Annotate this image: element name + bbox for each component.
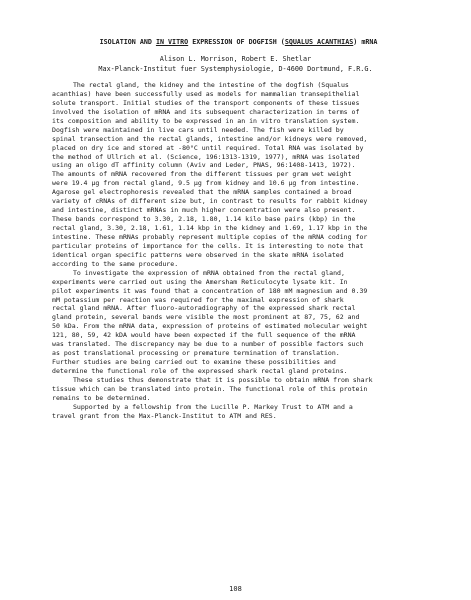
- title-in-vitro: [156, 38, 188, 46]
- title-part: VITRO: [168, 38, 189, 46]
- text-line: determine the functional role of the expressed shark rectal gland proteins.: [52, 367, 348, 375]
- text-line: To investigate the expression of mRNA obtained from the rectal gland,: [72, 268, 345, 277]
- text-line: The rectal gland, the kidney and the intestine of the dogfish (Squalus: [72, 81, 349, 89]
- text-line: were 19.4 µg from rectal gland, 9.5 µg from kidney and 10.6 µg from intestine.: [52, 179, 360, 188]
- author-affiliation: Max-Planck-Institut fuer Systemphysiologie, D-4600 Dortmund, F.R.G.: [98, 65, 373, 73]
- text-line: Agarose gel electrophoresis revealed that the mRNA samples contained a broad: [52, 188, 352, 197]
- author-names: Alison L. Morrison, Robert E. Shetlar: [159, 55, 312, 63]
- text-line: as post translational processing or premature termination of translation.: [52, 349, 340, 358]
- text-line: spinal transection and the rectal glands, intestine and/or kidneys were removed,: [52, 134, 368, 143]
- abstract-title: [18, 38, 459, 46]
- text-line: These bands correspond to 3.30, 2.18, 1.80, 1.14 kilo base pairs (kbp) in the: [52, 215, 356, 224]
- text-line: tissue which can be translated into protein. The functional role of this protein: [52, 384, 368, 393]
- text-line: acanthias) have been successfully used as models for mammalian transepithelial: [52, 89, 360, 98]
- text-line: Dogfish were maintained in live cars until needed. The fish were killed by: [52, 125, 344, 134]
- text-line: rectal gland, 3.30, 2.18, 1.61, 1.14 kbp in the kidney and 1.69, 1.17 kbp in the: [52, 224, 368, 232]
- text-line: intestine. These mRNAs probably represent multiple copies of the mRNA coding for: [52, 232, 368, 241]
- text-line: 50 kDa. From the mRNA data, expression of proteins of estimated molecular weight: [52, 322, 368, 331]
- text-line: placed on dry ice and stored at -80°C until required. Total RNA was isolated by: [52, 143, 364, 152]
- text-line: the method of Ullrich et al. (Science, 196:1313-1319, 1977), mRNA was isolated: [52, 152, 360, 161]
- text-line: The amounts of mRNA recovered from the different tissues per gram wet weight: [52, 170, 352, 179]
- title-part: ) mRNA: [353, 38, 378, 46]
- text-line: remains to be determined.: [52, 393, 151, 402]
- text-line: using an oligo dT affinity column (Aviv and Leder, PNAS, 96:1408-1413, 1972).: [52, 161, 356, 170]
- text-line: Further studies are being carried out to examine these possibilities and: [52, 358, 336, 367]
- text-line: was translated. The discrepancy may be due to a number of possible factors such: [52, 340, 364, 349]
- text-line: particular proteins of importance for the cells. It is interesting to note that: [52, 241, 364, 250]
- text-line: These studies thus demonstrate that it is possible to obtain mRNA from shark: [72, 375, 373, 384]
- author-block: [0, 54, 471, 74]
- title-part: IN: [155, 38, 164, 46]
- text-line: its composition and ability to be expressed in an in vitro translation system.: [52, 116, 360, 125]
- text-line: variety of cRNAs of different size but, in contrast to results for rabbit kidney: [52, 197, 368, 206]
- text-line: identical organ specific patterns were observed in the skate mRNA isolated: [52, 250, 344, 259]
- text-line: involved the isolation of mRNA and its subsequent characterization in terms of: [52, 107, 360, 116]
- abstract-body: [52, 81, 462, 421]
- text-line: gland protein, several bands were visible the most prominent at 87, 75, 62 and: [52, 313, 360, 322]
- text-line: according to the same procedure.: [52, 259, 179, 268]
- title-part: EXPRESSION OF DOGFISH (: [188, 38, 285, 46]
- body-paragraph: [52, 403, 462, 421]
- body-paragraph: [52, 376, 462, 403]
- text-line: pilot experiments it was found that a concentration of 180 mM magnesium and 0.39: [52, 286, 368, 295]
- body-paragraph: [52, 269, 462, 376]
- title-species: SQUALUS ACANTHIAS: [284, 38, 354, 46]
- text-line: experiments were carried out using the Amersham Reticulocyte lysate kit. In: [52, 277, 348, 286]
- text-line: rectal gland mRNA. After fluoro-autoradiography of the expressed shark rectal: [52, 304, 356, 313]
- text-line: travel grant from the Max-Planck-Institut to ATM and RES.: [52, 411, 277, 420]
- title-part: ISOLATION AND: [99, 38, 156, 46]
- page-number: 108: [229, 585, 242, 593]
- text-line: mM potassium per reaction was required for the maximal expression of shark: [52, 295, 344, 304]
- text-line: Supported by a fellowship from the Lucille P. Markey Trust to ATM and a: [72, 402, 353, 411]
- body-paragraph: [52, 81, 462, 269]
- text-line: and intestine, distinct mRNAs in much higher concentration were also present.: [52, 206, 356, 215]
- text-line: solute transport. Initial studies of the transport components of these tissues: [52, 98, 360, 107]
- text-line: 121, 80, 59, 42 kDA would have been expected if the full sequence of the mRNA: [52, 331, 356, 340]
